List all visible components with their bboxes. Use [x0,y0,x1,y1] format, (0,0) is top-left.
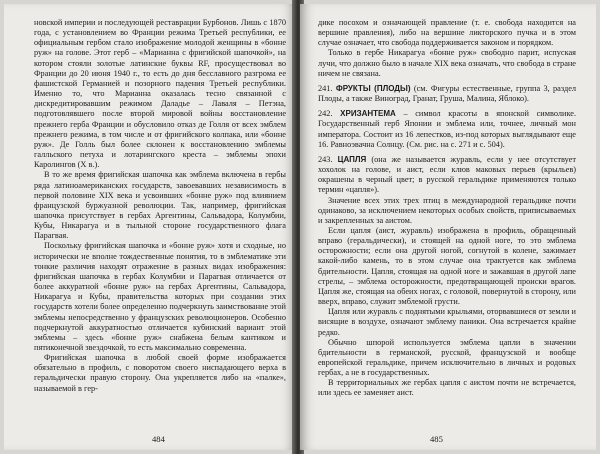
entry-243-number: 243. [318,154,333,164]
right-page-text [318,18,576,399]
entry-241-number: 241. [318,83,333,93]
entry-243-body: (она же называется журавль, если у нее отсутствует хохолок на голове, и аист, если клюв маковых перьев (крыльев) окрашены в черный цвет; в русской геральдике применяются только термин «цапля»). [318,154,576,195]
left-paragraph-2: В то же время фригийская шапочка как эмблема включена в гербы ряда латиноамериканских государств, завоевавших независимость в первой половине XIX века и усвоивших «бонне руж» под влиянием французской буржуазной революции. Так, например, фригийская шапочка присутствует в гербах Аргентины, Сальвадора, Колумбии, Кубы, Никарагуа и в тыльной стороне государственного флага Парагвая. [34,170,286,241]
entry-243-heading: ЦАПЛЯ [337,154,367,164]
right-paragraph-7: В территориальных же гербах цапля с аистом почти не встречается, или здесь ее заменяет аист. [318,378,576,398]
entry-242-body: – символ красоты в японской символике. Государственный герб Японии и эмблема или, точнее, личный мон императора. Состоит из 16 лепестков, из-под которых выглядывают еще 16. Равноэвачна Солнцу. (См. рис. на с. 271 и с. 504). [318,109,577,149]
right-paragraph-6: Обычно шпорой используется эмблема цапли в значении бдительности в германской, русской, французской и вообще европейской геральдике, причем исключительно в личных и родовых гербах, а не в государственных. [318,337,576,378]
entry-241 [318,84,576,104]
entry-242 [318,109,576,150]
left-paragraph-3: Поскольку фригийская шапочка и «бонне руж» хотя и сходные, но исторически не вполне тождественные понятия, то в эмблематике эти тонкие различия находят отражение в разных видах изображения: фригийская шапочка в гербах Колумбии и Парагвая отличается от более аккуратной «бонне руж» на гербах Аргентины, Сальвадора, Никарагуа и Кубы, правительства которых при создании этих государств хотели более определенно подчеркнуть заимствование этой эмблемы непосредственно у французских революционеров. Особенно подчеркнутой аккуратностью отличается кубинский вариант этой эмблемы – здесь «бонне руж» снабжена белым кантиком и пятиконечной звездочкой, то есть максимально современна. [34,241,286,352]
left-page-text [34,18,286,394]
left-page-number: 484 [152,434,165,444]
right-paragraph-2: Только в гербе Никарагуа «бонне руж» свободно парит, испуская лучи, что должно было в начале XIX века означать, что свобода в стране ничем не связана. [318,48,576,78]
left-page [4,4,296,450]
entry-242-heading: ХРИЗАНТЕМА [340,109,396,119]
entry-241-heading: ФРУКТЫ (ПЛОДЫ) [335,83,411,93]
left-paragraph-4: Фригийская шапочка в любой своей форме изображается обязательно в профиль, с поворотом своего ниспадающего верха в геральдически правую сторону. Она укрепляется либо на «палке», называемой в гер- [34,353,286,393]
right-paragraph-3: Значение всех этих трех птиц в международной геральдике почти одинаково, за исключением некоторых особых свойств, приписываемых и закрепленных за аистом. [318,195,576,225]
right-paragraph-4: Если цапля (аист, журавль) изображена в профиль, обращенный вправо (геральдически), и стоящей на одной ноге, то это эмблема осторожности; если она другой ногой, согнутой в колене, зажимает какой-либо камень, то в этом случае она трактуется как эмблема бдительности. Цапля, стоящая на одной ноге и зажавшая в другой лапе стрелы, – эмблема осторожности, предотвращающей происки врагов. Цапля же, стоящая на обеих ногах, с головой, повернутой в сторону, или вверх, вправо, служит эмблемой грусти. [318,225,576,307]
right-page-number: 485 [430,434,443,444]
entry-241-body: (см. Фигуры естественные, группа 3, раздел Плоды, а также Виноград, Гранат, Груша, Малина, Яблоко). [318,83,577,104]
entry-242-number: 242. [318,109,333,119]
right-page [300,4,596,450]
right-paragraph-5: Цапля или журавль с поднятыми крыльями, оторвавшиеся от земли и висящие в воздухе, означают эмблему паники. Она встречается крайне редко. [318,307,576,337]
left-paragraph-1: новской империи и последующей реставрации Бурбонов. Лишь с 1870 года, с установлением во Франции режима Третьей республики, ее официальным гербом стало изображение молодой женщины в «бонне руж» на голове. Этот герб – «Марианна с фригийской шапочкой», на котором стояли золотые латинские буквы RF, просуществовал во Франции до 20 июня 1940 г., то есть до дня бесславного разгрома ее фашистской Германией и позорного падения Третьей республики. Именно то, что Марианна оказалась тесно связанной с дискредитировавшим режимом Даладье – Лаваля – Петэна, подготовлявшего после второй мировой войны восстановление прежнего герба Франции и обусловило отказ де Голля от всех эмблем прежнего режима, в том числе и от фригийского колпака, или «бонне руж». Де Голль был более склонен к восстановлению эмблемы галльского петуха и лотарингского креста – эмблемы эпохи Каролингов (X в.). [34,18,286,170]
entry-243 [318,155,576,196]
right-paragraph-1: дике посохом и означающей правление (т. е. свобода находится на вершине правления), либо на вершине ликторского пучка и в этом случае означает, что свобода поддерживается законом и порядком. [318,18,576,48]
